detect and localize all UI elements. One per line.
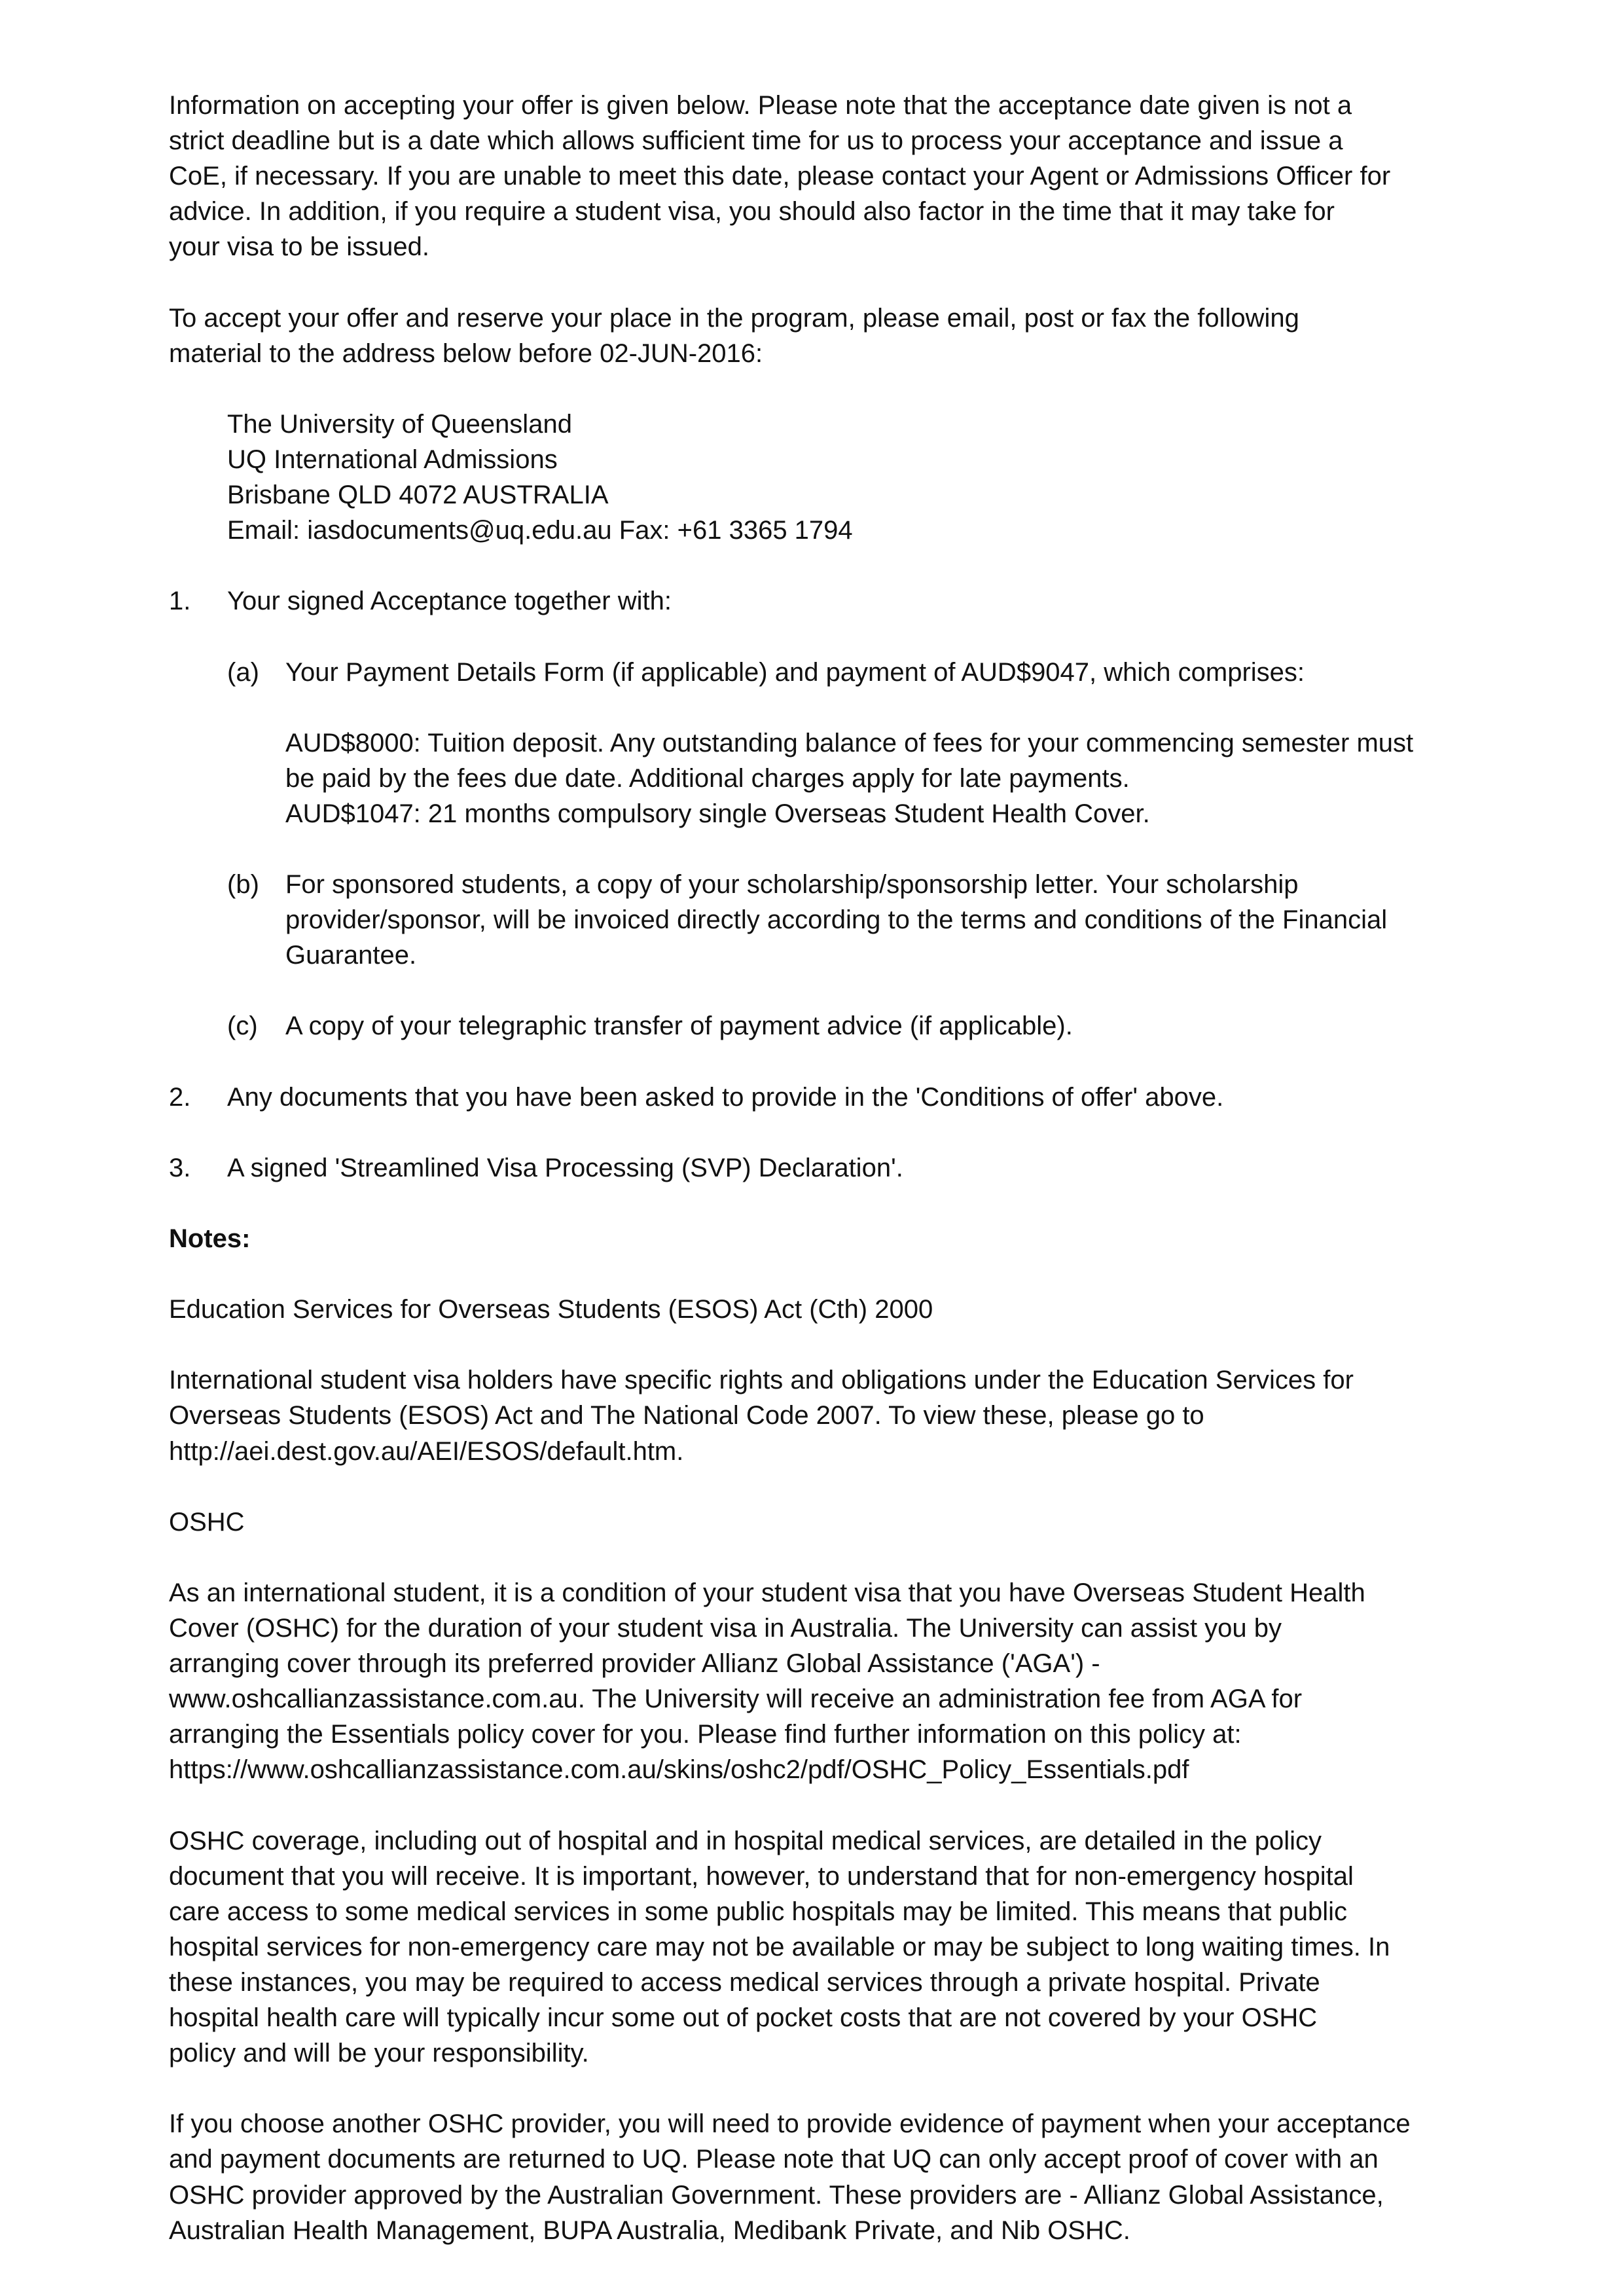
text-line [0, 88, 1624, 123]
line-text: Brisbane QLD 4072 AUSTRALIA [227, 481, 609, 510]
line-text: If you choose another OSHC provider, you will need to provide evidence of payment when your acceptance [169, 2109, 1411, 2139]
line-text: OSHC coverage, including out of hospital and in hospital medical services, are detailed in the policy [169, 1826, 1322, 1855]
text-line [0, 2000, 1624, 2035]
list-label: 2. [169, 1082, 191, 1112]
text-line [0, 407, 1624, 442]
paragraph [0, 301, 1624, 371]
text-line [0, 1504, 1624, 1540]
text-line [0, 1080, 1624, 1115]
paragraph [0, 725, 1624, 831]
text-line [0, 442, 1624, 477]
paragraph [0, 2106, 1624, 2248]
text-line [0, 1292, 1624, 1327]
text-line [0, 1398, 1624, 1433]
blank-line [0, 973, 1624, 1008]
blank-line [0, 1115, 1624, 1150]
line-text: Guarantee. [285, 941, 417, 970]
text-line [0, 583, 1624, 619]
line-text: International student visa holders have specific rights and obligations under the Education Services for [169, 1366, 1354, 1395]
text-line [0, 2106, 1624, 2141]
text-line [0, 902, 1624, 938]
list-item [0, 1150, 1624, 1186]
list-label: 3. [169, 1153, 191, 1182]
list-item [0, 867, 1624, 973]
line-text: Overseas Students (ESOS) Act and The National Code 2007. To view these, please go to [169, 1401, 1204, 1430]
text-line [0, 1575, 1624, 1611]
text-line [0, 1752, 1624, 1787]
paragraph [0, 1292, 1624, 1327]
line-text: A signed 'Streamlined Visa Processing (SVP) Declaration'. [227, 1153, 903, 1182]
blank-line [0, 2071, 1624, 2106]
text-line [0, 1859, 1624, 1894]
list-item [0, 583, 1624, 619]
text-line [0, 1221, 1624, 1256]
line-text: advice. In addition, if you require a student visa, you should also factor in the time that it may take for [169, 197, 1335, 227]
line-text: CoE, if necessary. If you are unable to meet this date, please contact your Agent or Admissions Officer for [169, 162, 1391, 191]
blank-line [0, 619, 1624, 654]
line-text: Australian Health Management, BUPA Australia, Medibank Private, and Nib OSHC. [169, 2215, 1130, 2245]
text-line [0, 477, 1624, 513]
text-line [0, 1929, 1624, 1965]
line-text: Your signed Acceptance together with: [227, 587, 672, 616]
line-text: Notes: [169, 1224, 251, 1253]
line-text: strict deadline but is a date which allows sufficient time for us to process your acceptance and issue a [169, 126, 1343, 156]
offer-letter-page [0, 88, 1624, 2248]
line-text: www.oshcallianzassistance.com.au. The University will receive an administration fee from AGA for [169, 1685, 1303, 1714]
section-heading [0, 1221, 1624, 1256]
line-text: Your Payment Details Form (if applicable) and payment of AUD$9047, which comprises: [285, 657, 1305, 687]
line-text: Any documents that you have been asked to provide in the 'Conditions of offer' above. [227, 1082, 1224, 1112]
blank-line [0, 690, 1624, 725]
text-line [0, 1362, 1624, 1398]
line-text: your visa to be issued. [169, 232, 429, 262]
line-text: AUD$8000: Tuition deposit. Any outstanding balance of fees for your commencing semester must [285, 728, 1414, 757]
text-line [0, 2213, 1624, 2248]
line-text: The University of Queensland [227, 409, 572, 439]
list-label: 1. [169, 587, 191, 616]
paragraph [0, 1362, 1624, 1468]
blank-line [0, 264, 1624, 300]
text-line [0, 123, 1624, 158]
line-text: care access to some medical services in some public hospitals may be limited. This means that public [169, 1897, 1348, 1926]
line-text: Education Services for Overseas Students (ESOS) Act (Cth) 2000 [169, 1295, 933, 1324]
list-label: (c) [227, 1011, 258, 1041]
line-text: Cover (OSHC) for the duration of your student visa in Australia. The University can assist you by [169, 1614, 1282, 1643]
text-line [0, 1646, 1624, 1681]
text-line [0, 655, 1624, 690]
list-item [0, 655, 1624, 690]
blank-line [0, 1469, 1624, 1504]
text-line [0, 1150, 1624, 1186]
line-text: Information on accepting your offer is given below. Please note that the acceptance date given is not a [169, 91, 1352, 120]
list-item [0, 1008, 1624, 1044]
text-line [0, 2178, 1624, 2213]
text-line [0, 2035, 1624, 2071]
text-line [0, 796, 1624, 831]
text-line [0, 1717, 1624, 1752]
line-text: document that you will receive. It is important, however, to understand that for non-emergency hospital [169, 1861, 1354, 1891]
text-line [0, 867, 1624, 902]
text-line [0, 513, 1624, 548]
blank-line [0, 1044, 1624, 1080]
line-text: For sponsored students, a copy of your scholarship/sponsorship letter. Your scholarship [285, 870, 1299, 900]
text-line [0, 158, 1624, 194]
blank-line [0, 548, 1624, 583]
line-text: material to the address below before 02-JUN-2016: [169, 338, 763, 368]
text-line [0, 761, 1624, 796]
text-line [0, 1434, 1624, 1469]
text-line [0, 336, 1624, 371]
text-line [0, 229, 1624, 264]
text-line [0, 725, 1624, 761]
paragraph [0, 1823, 1624, 2071]
text-line [0, 1894, 1624, 1929]
line-text: and payment documents are returned to UQ. Please note that UQ can only accept proof of cover with an [169, 2145, 1379, 2174]
line-text: UQ International Admissions [227, 445, 558, 474]
text-line [0, 1008, 1624, 1044]
list-item [0, 1080, 1624, 1115]
line-text: A copy of your telegraphic transfer of payment advice (if applicable). [285, 1011, 1073, 1041]
line-text: hospital health care will typically incur some out of pocket costs that are not covered by your OSHC [169, 2003, 1318, 2033]
list-label: (a) [227, 657, 259, 687]
text-line [0, 938, 1624, 973]
line-text: be paid by the fees due date. Additional charges apply for late payments. [285, 763, 1130, 793]
text-line [0, 194, 1624, 229]
blank-line [0, 1186, 1624, 1221]
line-text: arranging cover through its preferred provider Allianz Global Assistance ('AGA') - [169, 1649, 1100, 1679]
list-label: (b) [227, 870, 259, 900]
paragraph [0, 1504, 1624, 1540]
line-text: OSHC [169, 1507, 245, 1537]
line-text: Email: iasdocuments@uq.edu.au Fax: +61 3365 1794 [227, 516, 853, 545]
line-text: http://aei.dest.gov.au/AEI/ESOS/default.htm. [169, 1436, 684, 1466]
line-text: OSHC provider approved by the Australian Government. These providers are - Allianz Global Assistance, [169, 2180, 1384, 2210]
blank-line [0, 1540, 1624, 1575]
paragraph [0, 88, 1624, 264]
blank-line [0, 1788, 1624, 1823]
line-text: policy and will be your responsibility. [169, 2039, 589, 2068]
text-line [0, 1611, 1624, 1646]
blank-line [0, 371, 1624, 407]
text-line [0, 2141, 1624, 2177]
line-text: hospital services for non-emergency care may not be available or may be subject to long waiting times. In [169, 1932, 1390, 1961]
text-line [0, 1681, 1624, 1717]
text-line [0, 1965, 1624, 2000]
line-text: AUD$1047: 21 months compulsory single Overseas Student Health Cover. [285, 799, 1150, 828]
line-text: provider/sponsor, will be invoiced directly according to the terms and conditions of the Financial [285, 905, 1388, 935]
blank-line [0, 1327, 1624, 1362]
paragraph [0, 1575, 1624, 1788]
line-text: As an international student, it is a condition of your student visa that you have Overseas Student Health [169, 1578, 1365, 1607]
address-block [0, 407, 1624, 548]
line-text: these instances, you may be required to access medical services through a private hospital. Private [169, 1967, 1320, 1997]
line-text: https://www.oshcallianzassistance.com.au/skins/oshc2/pdf/OSHC_Policy_Essentials.pdf [169, 1755, 1189, 1785]
blank-line [0, 831, 1624, 867]
text-line [0, 1823, 1624, 1859]
line-text: To accept your offer and reserve your place in the program, please email, post or fax the following [169, 303, 1299, 333]
text-line [0, 301, 1624, 336]
blank-line [0, 1256, 1624, 1292]
line-text: arranging the Essentials policy cover for you. Please find further information on this policy at: [169, 1720, 1242, 1749]
